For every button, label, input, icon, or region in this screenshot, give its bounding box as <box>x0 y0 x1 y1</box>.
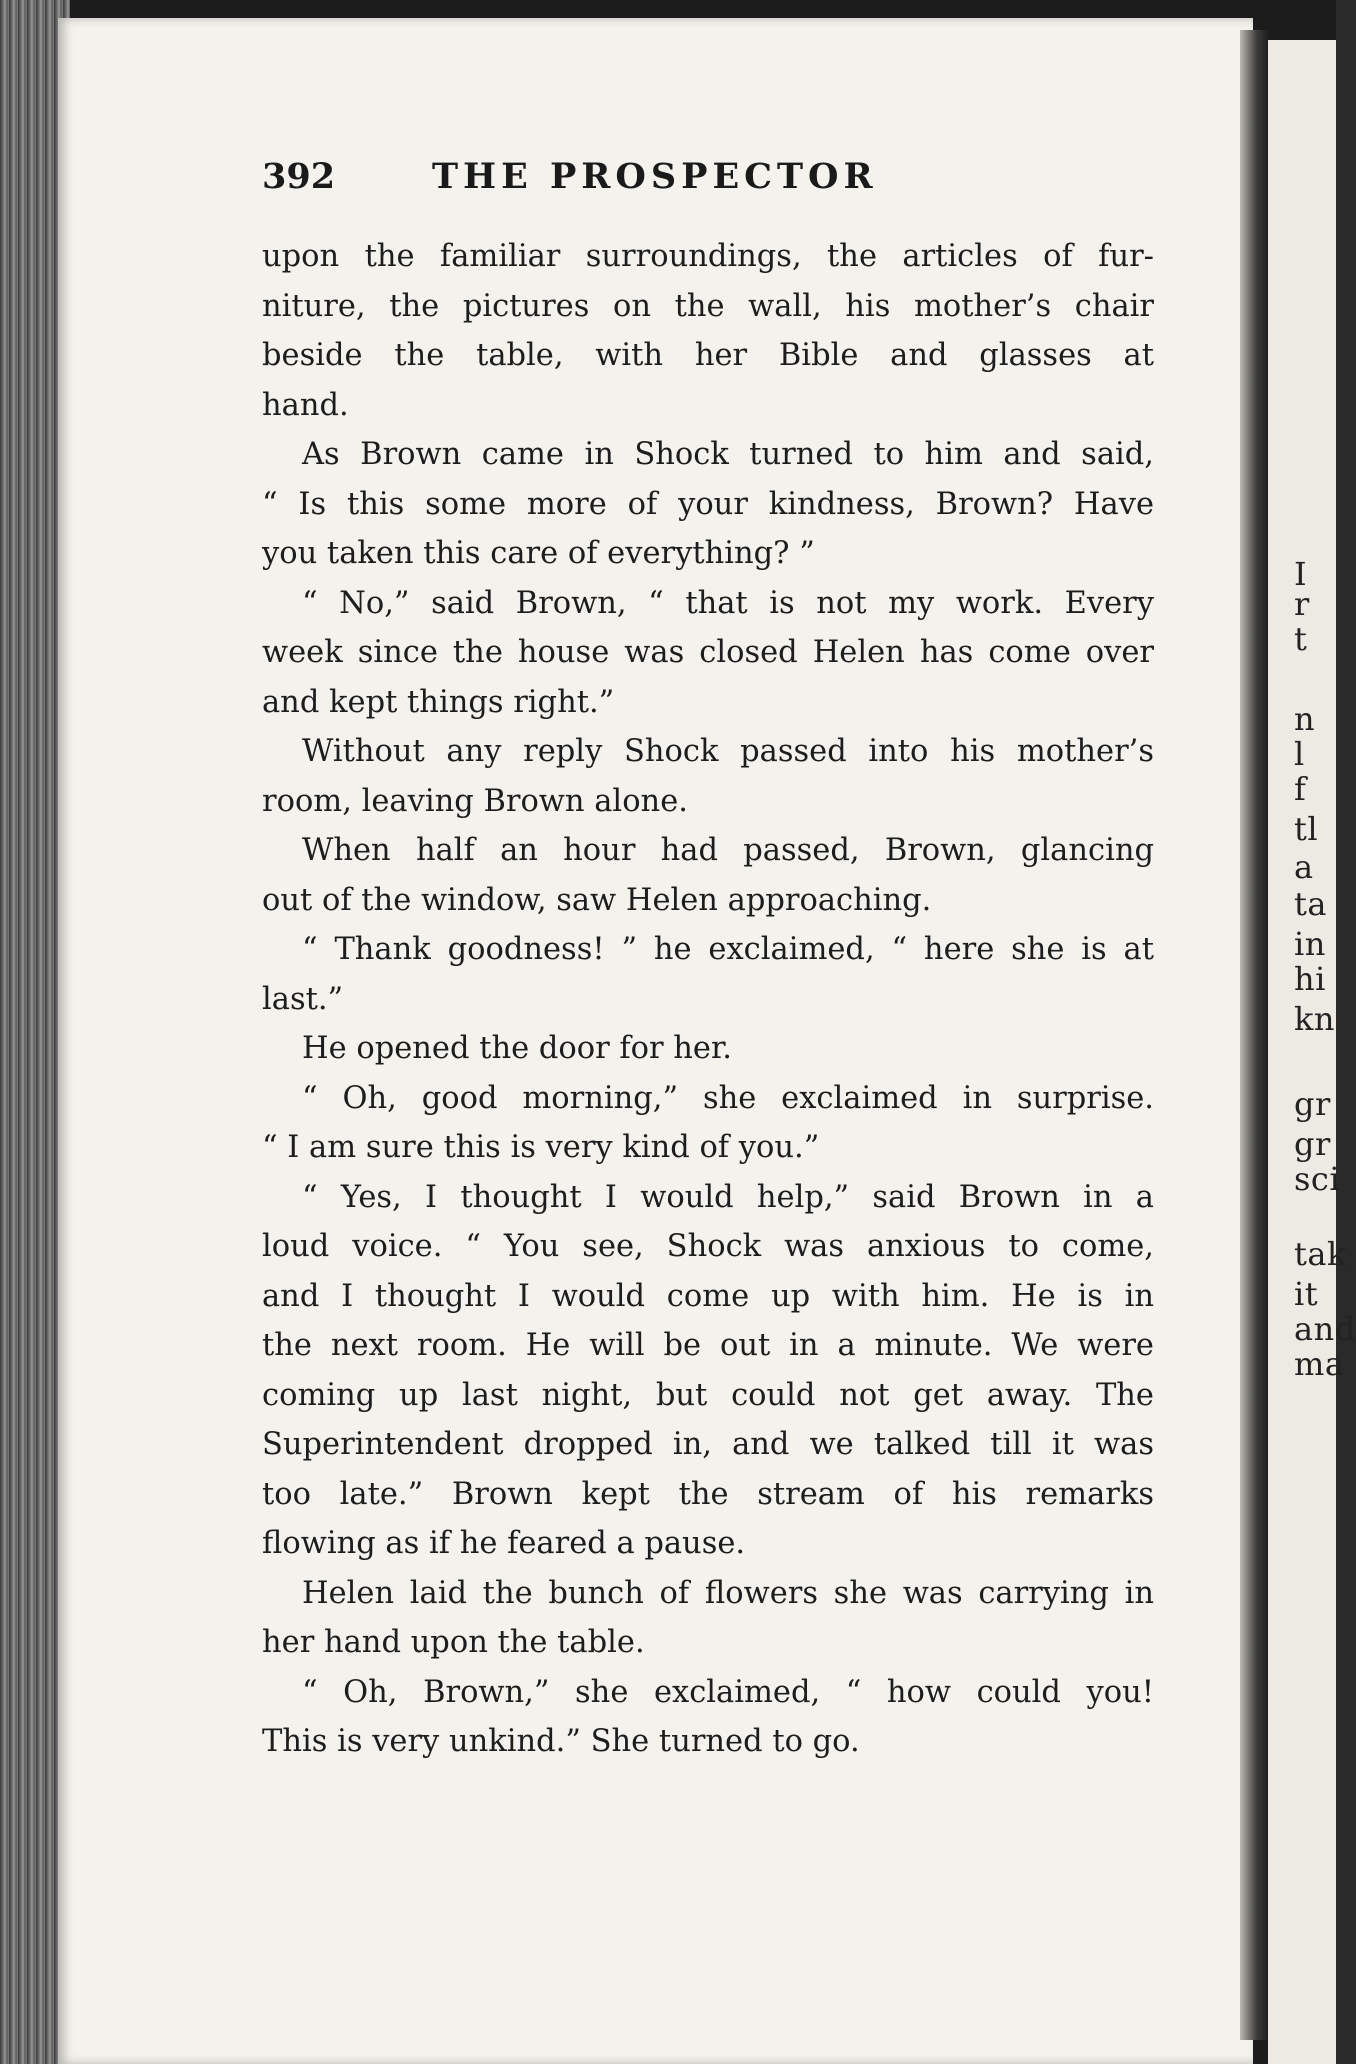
facing-page-fragment: tak <box>1294 1235 1347 1273</box>
body-text <box>262 232 1154 1767</box>
facing-page-fragment: and <box>1294 1310 1356 1348</box>
facing-page-fragment: ma <box>1294 1345 1345 1383</box>
page-number: 392 <box>262 156 336 197</box>
facing-page-fragment: gr <box>1294 1085 1331 1123</box>
text-line: too late.” Brown kept the stream of his remarks <box>262 1476 1154 1512</box>
facing-page-fragment: kn <box>1294 1000 1335 1038</box>
text-line: hand. <box>262 387 349 423</box>
text-line: you taken this care of everything? ” <box>262 536 815 571</box>
text-line: He opened the door for her. <box>302 1031 732 1066</box>
book-gutter <box>1240 30 1270 2040</box>
facing-page-fragment: l <box>1294 735 1305 773</box>
facing-page-fragment: sci <box>1294 1160 1341 1198</box>
text-line: beside the table, with her Bible and glasses at <box>262 338 1154 373</box>
facing-page-fragment: it <box>1294 1275 1319 1313</box>
text-line: out of the window, saw Helen approaching. <box>262 882 932 918</box>
facing-page-fragment: I <box>1294 555 1308 593</box>
text-line: “ Is this some more of your kindness, Brown? Have <box>262 486 1154 522</box>
facing-page-fragment: t <box>1294 620 1308 658</box>
text-line: Superintendent dropped in, and we talked till it was <box>262 1427 1154 1462</box>
text-line: and I thought I would come up with him. He is in <box>262 1278 1154 1314</box>
text-line: “ Yes, I thought I would help,” said Brown in a <box>302 1179 1154 1215</box>
text-line: “ Thank goodness! ” he exclaimed, “ here she is at <box>302 932 1154 967</box>
text-line: her hand upon the table. <box>262 1625 645 1660</box>
facing-page-fragment: tl <box>1294 810 1319 848</box>
text-line: Helen laid the bunch of flowers she was carrying in <box>302 1575 1154 1611</box>
facing-page-fragment: ta <box>1294 885 1327 923</box>
text-line: This is very unkind.” She turned to go. <box>262 1724 860 1759</box>
text-line: upon the familiar surroundings, the articles of fur- <box>262 239 1154 274</box>
text-line: niture, the pictures on the wall, his mother’s chair <box>262 288 1154 324</box>
text-line: flowing as if he feared a pause. <box>262 1526 746 1561</box>
text-line: When half an hour had passed, Brown, glancing <box>302 833 1154 868</box>
text-line: As Brown came in Shock turned to him and said, <box>302 437 1154 472</box>
facing-page <box>1268 40 1356 2064</box>
text-line: week since the house was closed Helen has come over <box>262 635 1154 670</box>
facing-page-fragment: in <box>1294 925 1326 963</box>
text-line: “ Oh, good morning,” she exclaimed in surprise. <box>302 1080 1154 1116</box>
text-line: “ Oh, Brown,” she exclaimed, “ how could you! <box>302 1674 1154 1710</box>
running-head <box>262 156 1162 206</box>
facing-page-fragment: n <box>1294 700 1316 738</box>
facing-page-fragment: r <box>1294 585 1310 623</box>
facing-page-fragment: f <box>1294 770 1307 808</box>
facing-page-fragment: a <box>1294 848 1314 886</box>
text-line: “ I am sure this is very kind of you.” <box>262 1130 820 1165</box>
text-line: and kept things right.” <box>262 684 615 720</box>
book-title: THE PROSPECTOR <box>432 156 878 197</box>
text-line: coming up last night, but could not get away. The <box>262 1377 1154 1413</box>
text-line: the next room. He will be out in a minute. We were <box>262 1328 1154 1363</box>
text-line: room, leaving Brown alone. <box>262 783 688 819</box>
text-line: loud voice. “ You see, Shock was anxious to come, <box>262 1229 1154 1264</box>
text-line: Without any reply Shock passed into his mother’s <box>302 734 1154 769</box>
facing-page-fragment: hi <box>1294 960 1326 998</box>
facing-page-fragment: gr <box>1294 1125 1331 1163</box>
text-line: last.” <box>262 981 344 1017</box>
text-line: “ No,” said Brown, “ that is not my work. Every <box>302 585 1154 621</box>
